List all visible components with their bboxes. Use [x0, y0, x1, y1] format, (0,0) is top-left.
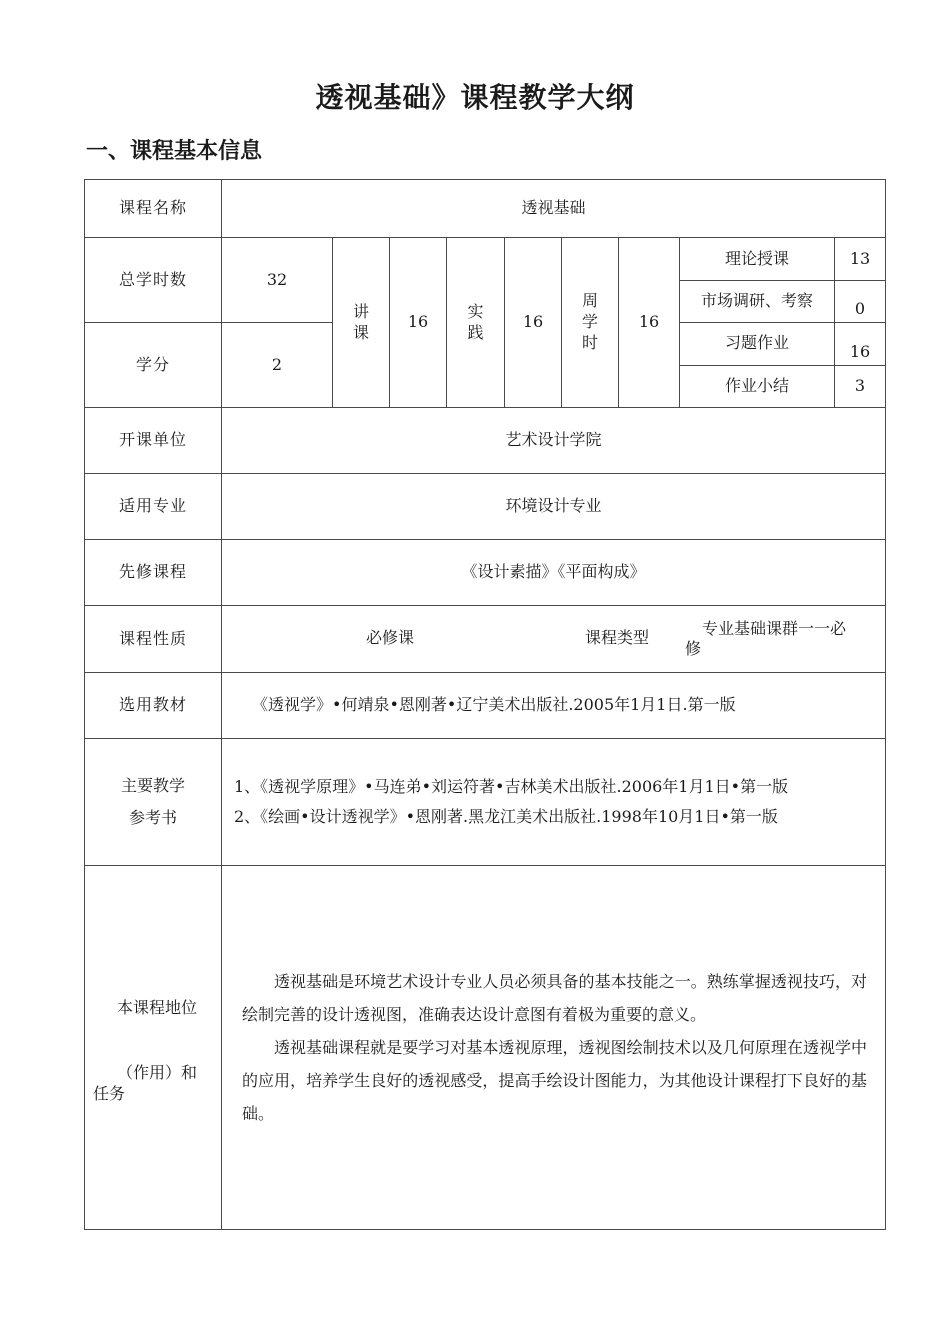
course-type-value-line2: 修 — [685, 639, 702, 658]
row-major — [85, 474, 886, 540]
references-list — [222, 739, 886, 866]
course-name-value: 透视基础 — [222, 180, 886, 238]
row-prerequisites — [85, 540, 886, 606]
row-department — [85, 408, 886, 474]
row-role — [85, 866, 886, 1230]
breakdown-label: 理论授课 — [680, 238, 835, 281]
total-hours-label: 总学时数 — [85, 238, 222, 323]
breakdown-value: 13 — [835, 238, 886, 281]
row-references — [85, 739, 886, 866]
major-label: 适用专业 — [85, 474, 222, 540]
role-label: 本课程地位 （作用）和 任务 — [85, 866, 222, 1230]
breakdown-value: 3 — [835, 366, 886, 408]
row-hours-1 — [85, 238, 886, 281]
prerequisites-value: 《设计素描》《平面构成》 — [222, 540, 886, 606]
credits-value: 2 — [222, 323, 333, 408]
breakdown-label: 市场调研、考察 — [680, 281, 835, 323]
course-info-table — [84, 179, 886, 1230]
reference-item: 1、《透视学原理》•马连弟•刘运符著•吉林美术出版社.2006年1月1日•第一版 — [234, 777, 789, 796]
nature-label: 课程性质 — [85, 606, 222, 673]
breakdown-value: 0 — [835, 281, 886, 323]
row-textbook — [85, 673, 886, 739]
total-hours-value: 32 — [222, 238, 333, 323]
major-value: 环境设计专业 — [222, 474, 886, 540]
textbook-label: 选用教材 — [85, 673, 222, 739]
reference-item: 2、《绘画•设计透视学》•恩刚著.黑龙江美术出版社.1998年10月1日•第一版 — [234, 807, 778, 826]
course-type-value-line1: 专业基础课群一一必 — [702, 619, 847, 638]
role-paragraph: 透视基础是环境艺术设计专业人员必须具备的基本技能之一。熟练掌握透视技巧，对绘制完善的设计透视图，准确表达设计意图有着极为重要的意义。 — [242, 972, 868, 1024]
practice-value: 16 — [505, 238, 562, 408]
lecture-label: 讲 课 — [333, 238, 390, 408]
breakdown-label: 作业小结 — [680, 366, 835, 408]
lecture-value: 16 — [390, 238, 447, 408]
practice-label: 实 践 — [447, 238, 505, 408]
department-value: 艺术设计学院 — [222, 408, 886, 474]
breakdown-value: 16 — [835, 323, 886, 366]
textbook-value: 《透视学》•何靖泉•恩刚著•辽宁美术出版社.2005年1月1日.第一版 — [222, 673, 886, 739]
breakdown-label: 习题作业 — [680, 323, 835, 366]
nature-cell — [222, 606, 886, 673]
credits-label: 学分 — [85, 323, 222, 408]
document-title: 透视基础》课程教学大纲 — [315, 81, 635, 114]
row-nature — [85, 606, 886, 673]
nature-value: 必修课 — [366, 628, 415, 647]
section-heading: 一、课程基本信息 — [86, 139, 263, 164]
course-name-label: 课程名称 — [85, 180, 222, 238]
references-label: 主要教学 参考书 — [85, 739, 222, 866]
row-course-name — [85, 180, 886, 238]
weekly-hours-label: 周 学 时 — [562, 238, 619, 408]
prerequisites-label: 先修课程 — [85, 540, 222, 606]
role-paragraph: 透视基础课程就是要学习对基本透视原理，透视图绘制技术以及几何原理在透视学中的应用，培养学生良好的透视感受，提高手绘设计图能力，为其他设计课程打下良好的基础。 — [242, 1038, 868, 1123]
weekly-hours-value: 16 — [619, 238, 680, 408]
role-description — [222, 866, 886, 1230]
department-label: 开课单位 — [85, 408, 222, 474]
course-type-label: 课程类型 — [585, 628, 650, 647]
